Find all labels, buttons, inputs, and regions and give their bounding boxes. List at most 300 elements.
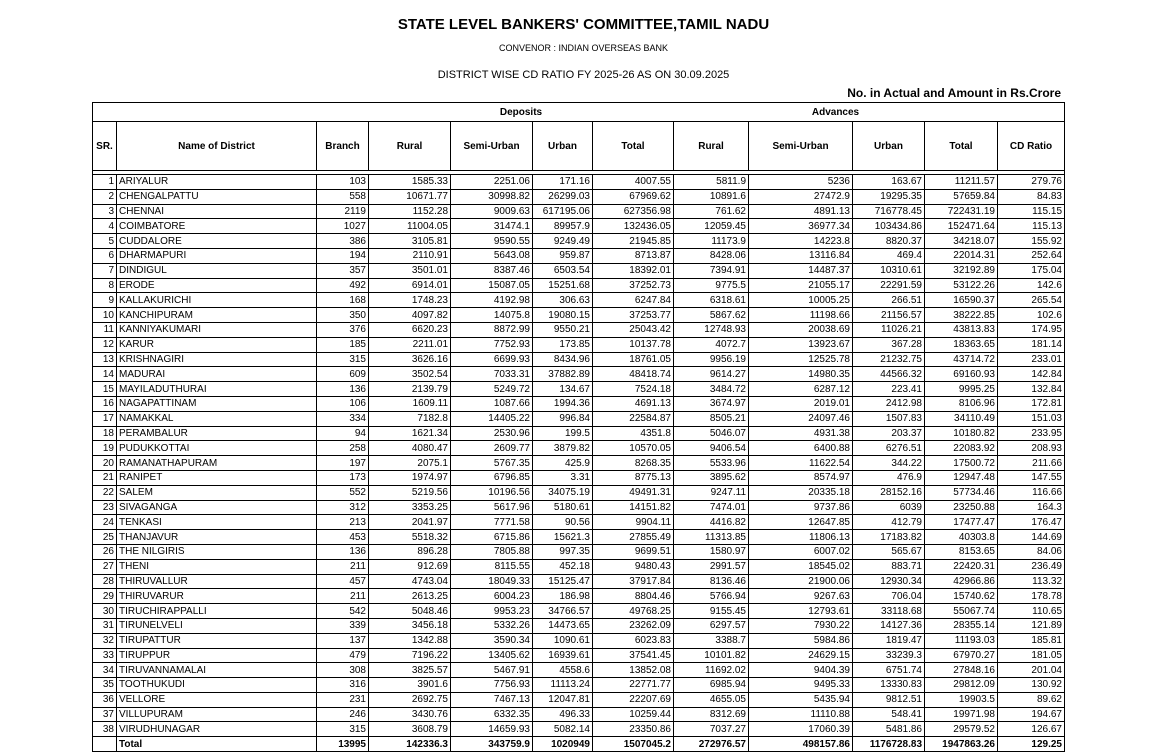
cell-advances-total: 34218.07 xyxy=(925,234,998,249)
cell-advances-urban: 716778.45 xyxy=(853,204,925,219)
table-row xyxy=(93,175,1065,190)
cell-advances-rural: 8428.06 xyxy=(674,248,749,263)
cell-deposits-total: 48418.74 xyxy=(593,367,674,382)
cell-advances-semi-urban: 9404.39 xyxy=(749,663,853,678)
cell-sr: 18 xyxy=(93,426,117,441)
cell-cd-ratio: 208.93 xyxy=(998,441,1065,456)
cell-deposits-urban: 199.5 xyxy=(533,426,593,441)
cell-sr: 8 xyxy=(93,278,117,293)
table-row xyxy=(93,559,1065,574)
cell-deposits-total: 7524.18 xyxy=(593,382,674,397)
cell-deposits-semi-urban: 9953.23 xyxy=(451,604,533,619)
cell-advances-semi-urban: 24629.15 xyxy=(749,648,853,663)
cell-deposits-total: 23350.86 xyxy=(593,722,674,737)
cell-sr: 16 xyxy=(93,396,117,411)
cell-deposits-semi-urban: 1087.66 xyxy=(451,396,533,411)
cell-deposits-semi-urban: 5332.26 xyxy=(451,618,533,633)
cell-deposits-total: 4007.55 xyxy=(593,175,674,190)
cell-deposits-total: 132436.05 xyxy=(593,219,674,234)
cell-advances-rural: 12748.93 xyxy=(674,322,749,337)
cell-cd-ratio: 164.3 xyxy=(998,500,1065,515)
cell-cd-ratio: 121.89 xyxy=(998,618,1065,633)
table-row xyxy=(93,574,1065,589)
report-title: DISTRICT WISE CD RATIO FY 2025-26 AS ON 30.09.2025 xyxy=(437,69,730,81)
cell-advances-total: 15740.62 xyxy=(925,589,998,604)
cell-branch: 211 xyxy=(317,589,369,604)
cell-district-name: CHENNAI xyxy=(117,204,317,219)
cell-advances-total: 8106.96 xyxy=(925,396,998,411)
cell-deposits-semi-urban: 31474.1 xyxy=(451,219,533,234)
group-blank-ratio xyxy=(998,103,1065,122)
cd-ratio-table xyxy=(92,102,1065,752)
table-row xyxy=(93,204,1065,219)
cell-advances-semi-urban: 12647.85 xyxy=(749,515,853,530)
table-body xyxy=(93,175,1065,752)
col-header-branch: Branch xyxy=(317,122,369,171)
cell-sr: 14 xyxy=(93,367,117,382)
cell-cd-ratio: 116.66 xyxy=(998,485,1065,500)
cell-deposits-rural: 3105.81 xyxy=(369,234,451,249)
table-row xyxy=(93,367,1065,382)
cell-district-name: TIRUNELVELI xyxy=(117,618,317,633)
cell-district-name: RAMANATHAPURAM xyxy=(117,456,317,471)
table-row xyxy=(93,189,1065,204)
cell-advances-rural: 5867.62 xyxy=(674,308,749,323)
cell-deposits-semi-urban: 7771.58 xyxy=(451,515,533,530)
cell-deposits-semi-urban: 7805.88 xyxy=(451,544,533,559)
cell-sr: 29 xyxy=(93,589,117,604)
cell-district-name: SIVAGANGA xyxy=(117,500,317,515)
cell-deposits-rural: 3456.18 xyxy=(369,618,451,633)
cell-cd-ratio: 181.14 xyxy=(998,337,1065,352)
cell-advances-urban: 22291.59 xyxy=(853,278,925,293)
cell-deposits-semi-urban: 8872.99 xyxy=(451,322,533,337)
cell-advances-rural: 6318.61 xyxy=(674,293,749,308)
cell-district-name: NAMAKKAL xyxy=(117,411,317,426)
cell-deposits-total: 8268.35 xyxy=(593,456,674,471)
cell-advances-urban: 883.71 xyxy=(853,559,925,574)
cell-deposits-urban: 3879.82 xyxy=(533,441,593,456)
cell-deposits-total: 25043.42 xyxy=(593,322,674,337)
cell-advances-urban: 5481.86 xyxy=(853,722,925,737)
cell-advances-total: 43714.72 xyxy=(925,352,998,367)
cell-advances-urban: 44566.32 xyxy=(853,367,925,382)
col-header-cd-ratio: CD Ratio xyxy=(998,122,1065,171)
cell-advances-rural: 8136.46 xyxy=(674,574,749,589)
cell-branch: 246 xyxy=(317,707,369,722)
cell-deposits-rural: 4097.82 xyxy=(369,308,451,323)
cell-deposits-total: 8804.46 xyxy=(593,589,674,604)
cell-cd-ratio: 144.69 xyxy=(998,530,1065,545)
cell-deposits-rural: 896.28 xyxy=(369,544,451,559)
cell-advances-rural: 2991.57 xyxy=(674,559,749,574)
cell-cd-ratio: 142.6 xyxy=(998,278,1065,293)
cell-deposits-urban: 89957.9 xyxy=(533,219,593,234)
cell-branch: 479 xyxy=(317,648,369,663)
cell-district-name: SALEM xyxy=(117,485,317,500)
cell-deposits-urban: 9249.49 xyxy=(533,234,593,249)
cell-advances-semi-urban: 6287.12 xyxy=(749,382,853,397)
cell-sr: 21 xyxy=(93,470,117,485)
cell-sr: 38 xyxy=(93,722,117,737)
cell-deposits-total: 67969.62 xyxy=(593,189,674,204)
column-header-row xyxy=(93,122,1065,171)
cell-district-name: CHENGALPATTU xyxy=(117,189,317,204)
col-header-advances-urban: Urban xyxy=(853,122,925,171)
cell-deposits-semi-urban: 6332.35 xyxy=(451,707,533,722)
cell-branch: 334 xyxy=(317,411,369,426)
total-advances-rural: 272976.57 xyxy=(674,737,749,752)
cell-deposits-semi-urban: 2530.96 xyxy=(451,426,533,441)
advances-group-header: Advances xyxy=(674,103,998,122)
table-row xyxy=(93,633,1065,648)
cell-district-name: TIRUPATTUR xyxy=(117,633,317,648)
cell-advances-urban: 33239.3 xyxy=(853,648,925,663)
cell-deposits-urban: 15125.47 xyxy=(533,574,593,589)
cell-deposits-rural: 1974.97 xyxy=(369,470,451,485)
col-header-deposits-urban: Urban xyxy=(533,122,593,171)
table-row xyxy=(93,396,1065,411)
cell-advances-rural: 9956.19 xyxy=(674,352,749,367)
table-row xyxy=(93,352,1065,367)
cell-deposits-semi-urban: 2251.06 xyxy=(451,175,533,190)
cell-district-name: TIRUPPUR xyxy=(117,648,317,663)
cell-advances-rural: 3674.97 xyxy=(674,396,749,411)
cell-district-name: VELLORE xyxy=(117,692,317,707)
cell-deposits-semi-urban: 5467.91 xyxy=(451,663,533,678)
cell-district-name: MADURAI xyxy=(117,367,317,382)
cell-advances-rural: 4072.7 xyxy=(674,337,749,352)
cell-deposits-total: 627356.98 xyxy=(593,204,674,219)
cell-deposits-rural: 1342.88 xyxy=(369,633,451,648)
cell-cd-ratio: 155.92 xyxy=(998,234,1065,249)
table-row xyxy=(93,604,1065,619)
cell-cd-ratio: 113.32 xyxy=(998,574,1065,589)
cell-deposits-urban: 34766.57 xyxy=(533,604,593,619)
cell-advances-rural: 1580.97 xyxy=(674,544,749,559)
cell-deposits-total: 37253.77 xyxy=(593,308,674,323)
cell-advances-urban: 266.51 xyxy=(853,293,925,308)
cell-advances-urban: 21156.57 xyxy=(853,308,925,323)
cell-advances-urban: 14127.36 xyxy=(853,618,925,633)
cell-deposits-rural: 3901.6 xyxy=(369,678,451,693)
cell-deposits-urban: 3.31 xyxy=(533,470,593,485)
cell-advances-semi-urban: 5435.94 xyxy=(749,692,853,707)
cell-cd-ratio: 147.55 xyxy=(998,470,1065,485)
cell-deposits-urban: 997.35 xyxy=(533,544,593,559)
cell-advances-semi-urban: 14980.35 xyxy=(749,367,853,382)
cell-branch: 308 xyxy=(317,663,369,678)
col-header-district-name: Name of District xyxy=(117,122,317,171)
cell-deposits-semi-urban: 14075.8 xyxy=(451,308,533,323)
cell-cd-ratio: 178.78 xyxy=(998,589,1065,604)
cell-deposits-urban: 1994.36 xyxy=(533,396,593,411)
cell-branch: 339 xyxy=(317,618,369,633)
cell-branch: 386 xyxy=(317,234,369,249)
table-row xyxy=(93,485,1065,500)
cell-deposits-urban: 4558.6 xyxy=(533,663,593,678)
table-row xyxy=(93,337,1065,352)
cell-deposits-urban: 173.85 xyxy=(533,337,593,352)
total-sr xyxy=(93,737,117,752)
col-header-deposits-total: Total xyxy=(593,122,674,171)
cell-deposits-rural: 2211.01 xyxy=(369,337,451,352)
cell-district-name: KRISHNAGIRI xyxy=(117,352,317,367)
table-row xyxy=(93,426,1065,441)
cell-deposits-rural: 11004.05 xyxy=(369,219,451,234)
cell-branch: 315 xyxy=(317,722,369,737)
cell-advances-semi-urban: 7930.22 xyxy=(749,618,853,633)
cell-deposits-total: 4351.8 xyxy=(593,426,674,441)
cell-branch: 197 xyxy=(317,456,369,471)
cell-advances-total: 10180.82 xyxy=(925,426,998,441)
cell-district-name: ARIYALUR xyxy=(117,175,317,190)
cell-district-name: DINDIGUL xyxy=(117,263,317,278)
table-row xyxy=(93,470,1065,485)
cell-district-name: THIRUVALLUR xyxy=(117,574,317,589)
cell-deposits-total: 13852.08 xyxy=(593,663,674,678)
cell-deposits-semi-urban: 7752.93 xyxy=(451,337,533,352)
cell-deposits-total: 18761.05 xyxy=(593,352,674,367)
cell-deposits-semi-urban: 4192.98 xyxy=(451,293,533,308)
cell-cd-ratio: 115.15 xyxy=(998,204,1065,219)
cell-advances-rural: 6297.57 xyxy=(674,618,749,633)
table-row xyxy=(93,293,1065,308)
cell-sr: 32 xyxy=(93,633,117,648)
cell-cd-ratio: 211.66 xyxy=(998,456,1065,471)
cell-advances-urban: 476.9 xyxy=(853,470,925,485)
table-row xyxy=(93,515,1065,530)
cell-cd-ratio: 236.49 xyxy=(998,559,1065,574)
cell-sr: 11 xyxy=(93,322,117,337)
cell-deposits-semi-urban: 3590.34 xyxy=(451,633,533,648)
cell-branch: 453 xyxy=(317,530,369,545)
cell-branch: 231 xyxy=(317,692,369,707)
cell-branch: 350 xyxy=(317,308,369,323)
cell-advances-urban: 10310.61 xyxy=(853,263,925,278)
cell-cd-ratio: 252.64 xyxy=(998,248,1065,263)
cell-deposits-semi-urban: 6004.23 xyxy=(451,589,533,604)
table-row xyxy=(93,692,1065,707)
cell-deposits-rural: 2075.1 xyxy=(369,456,451,471)
cell-cd-ratio: 176.47 xyxy=(998,515,1065,530)
cell-advances-semi-urban: 4931.38 xyxy=(749,426,853,441)
cell-branch: 357 xyxy=(317,263,369,278)
cell-sr: 35 xyxy=(93,678,117,693)
cell-sr: 6 xyxy=(93,248,117,263)
cell-deposits-total: 37252.73 xyxy=(593,278,674,293)
page-title: STATE LEVEL BANKERS' COMMITTEE,TAMIL NADU xyxy=(397,16,770,33)
cell-advances-urban: 12930.34 xyxy=(853,574,925,589)
cell-deposits-semi-urban: 2609.77 xyxy=(451,441,533,456)
group-header-row xyxy=(93,103,1065,122)
table-row xyxy=(93,544,1065,559)
cell-sr: 28 xyxy=(93,574,117,589)
cell-advances-rural: 7037.27 xyxy=(674,722,749,737)
cell-advances-urban: 548.41 xyxy=(853,707,925,722)
cell-sr: 9 xyxy=(93,293,117,308)
cell-deposits-urban: 8434.96 xyxy=(533,352,593,367)
cell-advances-rural: 761.62 xyxy=(674,204,749,219)
cell-advances-rural: 11173.9 xyxy=(674,234,749,249)
cell-sr: 7 xyxy=(93,263,117,278)
cell-cd-ratio: 102.6 xyxy=(998,308,1065,323)
cell-deposits-rural: 1621.34 xyxy=(369,426,451,441)
cell-district-name: THE NILGIRIS xyxy=(117,544,317,559)
cell-advances-rural: 5811.9 xyxy=(674,175,749,190)
cell-deposits-total: 49491.31 xyxy=(593,485,674,500)
cell-advances-urban: 9812.51 xyxy=(853,692,925,707)
cell-sr: 22 xyxy=(93,485,117,500)
table-row xyxy=(93,663,1065,678)
cell-advances-total: 17477.47 xyxy=(925,515,998,530)
convenor-subtitle: CONVENOR : INDIAN OVERSEAS BANK xyxy=(498,43,669,53)
cell-advances-urban: 6751.74 xyxy=(853,663,925,678)
cell-branch: 312 xyxy=(317,500,369,515)
cell-advances-total: 28355.14 xyxy=(925,618,998,633)
cell-deposits-semi-urban: 7756.93 xyxy=(451,678,533,693)
cell-deposits-total: 9480.43 xyxy=(593,559,674,574)
cell-branch: 258 xyxy=(317,441,369,456)
cell-deposits-semi-urban: 5767.35 xyxy=(451,456,533,471)
table-row xyxy=(93,308,1065,323)
table-row xyxy=(93,382,1065,397)
cell-advances-total: 22083.92 xyxy=(925,441,998,456)
cell-deposits-urban: 996.84 xyxy=(533,411,593,426)
cell-advances-total: 12947.48 xyxy=(925,470,998,485)
cell-branch: 213 xyxy=(317,515,369,530)
cell-advances-total: 17500.72 xyxy=(925,456,998,471)
cell-advances-semi-urban: 36977.34 xyxy=(749,219,853,234)
cell-sr: 25 xyxy=(93,530,117,545)
cell-deposits-rural: 2110.91 xyxy=(369,248,451,263)
table-row xyxy=(93,411,1065,426)
cell-branch: 185 xyxy=(317,337,369,352)
cell-deposits-total: 10137.78 xyxy=(593,337,674,352)
cell-advances-rural: 4655.05 xyxy=(674,692,749,707)
cell-sr: 10 xyxy=(93,308,117,323)
cell-deposits-total: 10259.44 xyxy=(593,707,674,722)
cell-sr: 27 xyxy=(93,559,117,574)
table-row xyxy=(93,234,1065,249)
cell-advances-rural: 6985.94 xyxy=(674,678,749,693)
total-cd-ratio: 129.25 xyxy=(998,737,1065,752)
cell-deposits-semi-urban: 6715.86 xyxy=(451,530,533,545)
cell-advances-semi-urban: 2019.01 xyxy=(749,396,853,411)
cell-advances-rural: 7474.01 xyxy=(674,500,749,515)
cell-advances-total: 55067.74 xyxy=(925,604,998,619)
cell-cd-ratio: 181.05 xyxy=(998,648,1065,663)
cell-cd-ratio: 174.95 xyxy=(998,322,1065,337)
cell-deposits-semi-urban: 7033.31 xyxy=(451,367,533,382)
cell-deposits-total: 18392.01 xyxy=(593,263,674,278)
cell-branch: 552 xyxy=(317,485,369,500)
cell-sr: 31 xyxy=(93,618,117,633)
cell-advances-semi-urban: 8574.97 xyxy=(749,470,853,485)
table-row xyxy=(93,678,1065,693)
cell-deposits-urban: 9550.21 xyxy=(533,322,593,337)
cell-advances-urban: 6276.51 xyxy=(853,441,925,456)
cell-deposits-semi-urban: 6699.93 xyxy=(451,352,533,367)
cell-deposits-total: 4691.13 xyxy=(593,396,674,411)
table-row xyxy=(93,722,1065,737)
cell-deposits-rural: 4743.04 xyxy=(369,574,451,589)
cell-district-name: MAYILADUTHURAI xyxy=(117,382,317,397)
cell-deposits-semi-urban: 14405.22 xyxy=(451,411,533,426)
cell-advances-rural: 8505.21 xyxy=(674,411,749,426)
cell-sr: 34 xyxy=(93,663,117,678)
cell-district-name: CUDDALORE xyxy=(117,234,317,249)
cell-district-name: VIRUDHUNAGAR xyxy=(117,722,317,737)
cell-deposits-rural: 1152.28 xyxy=(369,204,451,219)
cell-deposits-rural: 912.69 xyxy=(369,559,451,574)
total-row xyxy=(93,737,1065,752)
col-header-sr: SR. xyxy=(93,122,117,171)
table-row xyxy=(93,322,1065,337)
cell-advances-urban: 13330.83 xyxy=(853,678,925,693)
cell-advances-semi-urban: 14487.37 xyxy=(749,263,853,278)
cell-advances-semi-urban: 20038.69 xyxy=(749,322,853,337)
cell-advances-urban: 19295.35 xyxy=(853,189,925,204)
cell-advances-total: 16590.37 xyxy=(925,293,998,308)
cell-branch: 376 xyxy=(317,322,369,337)
table-row xyxy=(93,278,1065,293)
cell-deposits-semi-urban: 5617.96 xyxy=(451,500,533,515)
cell-district-name: NAGAPATTINAM xyxy=(117,396,317,411)
cell-deposits-total: 27855.49 xyxy=(593,530,674,545)
cell-advances-rural: 7394.91 xyxy=(674,263,749,278)
cell-advances-total: 29812.09 xyxy=(925,678,998,693)
table-row xyxy=(93,707,1065,722)
cell-deposits-urban: 26299.03 xyxy=(533,189,593,204)
cell-deposits-total: 10570.05 xyxy=(593,441,674,456)
cell-cd-ratio: 110.65 xyxy=(998,604,1065,619)
cell-district-name: PUDUKKOTTAI xyxy=(117,441,317,456)
cell-deposits-urban: 19080.15 xyxy=(533,308,593,323)
cell-deposits-rural: 2041.97 xyxy=(369,515,451,530)
cell-sr: 13 xyxy=(93,352,117,367)
cell-deposits-semi-urban: 5643.08 xyxy=(451,248,533,263)
cell-deposits-rural: 3502.54 xyxy=(369,367,451,382)
cell-branch: 136 xyxy=(317,544,369,559)
cell-deposits-total: 8775.13 xyxy=(593,470,674,485)
cell-deposits-urban: 617195.06 xyxy=(533,204,593,219)
cell-advances-total: 23250.88 xyxy=(925,500,998,515)
cell-cd-ratio: 233.01 xyxy=(998,352,1065,367)
cell-deposits-urban: 306.63 xyxy=(533,293,593,308)
cell-advances-semi-urban: 20335.18 xyxy=(749,485,853,500)
cell-deposits-total: 49768.25 xyxy=(593,604,674,619)
cell-advances-rural: 9247.11 xyxy=(674,485,749,500)
cell-cd-ratio: 265.54 xyxy=(998,293,1065,308)
table-row xyxy=(93,530,1065,545)
cell-branch: 492 xyxy=(317,278,369,293)
cell-sr: 24 xyxy=(93,515,117,530)
cell-deposits-urban: 11113.24 xyxy=(533,678,593,693)
cell-advances-urban: 17183.82 xyxy=(853,530,925,545)
cell-deposits-rural: 4080.47 xyxy=(369,441,451,456)
cell-advances-urban: 223.41 xyxy=(853,382,925,397)
cell-advances-semi-urban: 18545.02 xyxy=(749,559,853,574)
cell-sr: 1 xyxy=(93,175,117,190)
cell-advances-urban: 163.67 xyxy=(853,175,925,190)
units-note: No. in Actual and Amount in Rs.Crore xyxy=(847,86,1061,100)
cell-district-name: THANJAVUR xyxy=(117,530,317,545)
cell-deposits-semi-urban: 10196.56 xyxy=(451,485,533,500)
cell-deposits-semi-urban: 14659.93 xyxy=(451,722,533,737)
cell-deposits-rural: 2139.79 xyxy=(369,382,451,397)
cell-advances-semi-urban: 12525.78 xyxy=(749,352,853,367)
